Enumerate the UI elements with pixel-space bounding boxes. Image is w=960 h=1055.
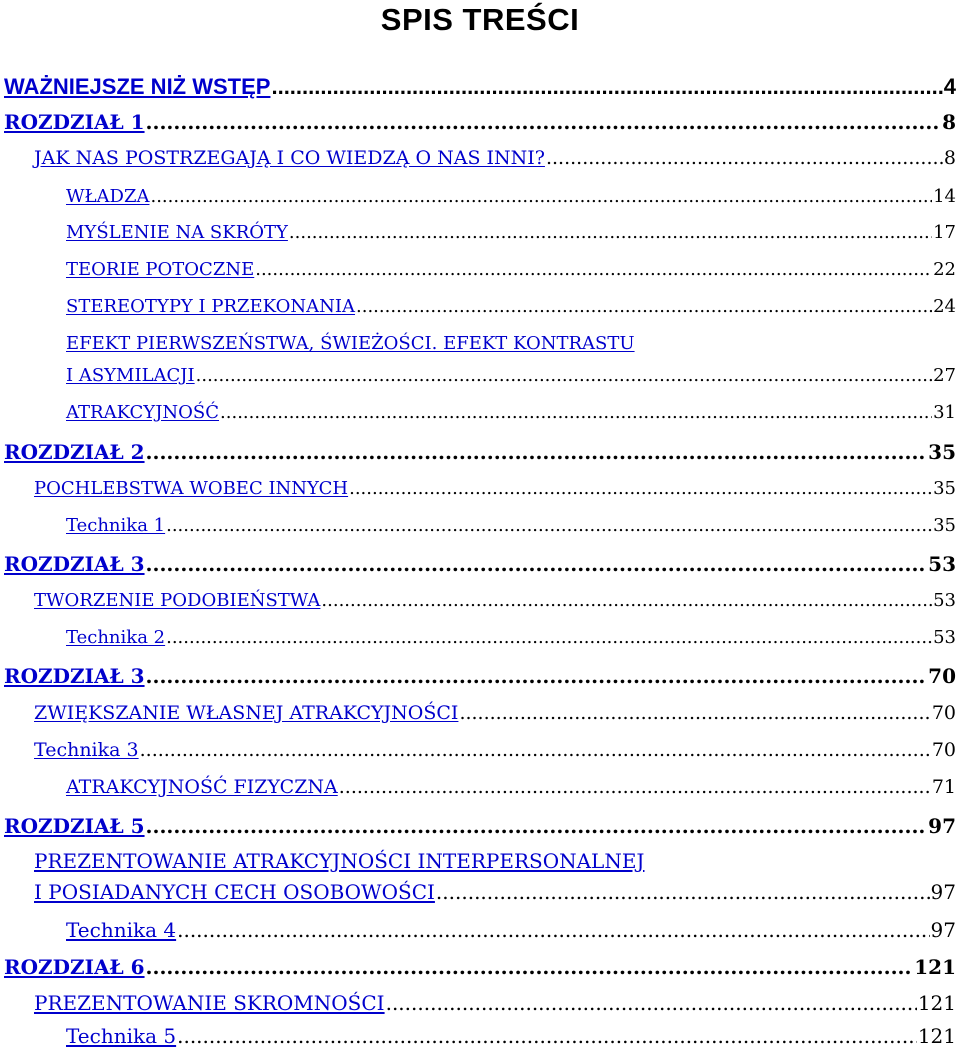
toc-entry-page: 71 [931, 776, 956, 798]
toc-entry[interactable] [66, 627, 956, 648]
toc-entry-page: 8 [943, 147, 956, 169]
toc-entry[interactable] [4, 955, 956, 979]
toc-entry-page: 97 [930, 918, 956, 942]
toc-entry[interactable] [34, 739, 956, 761]
toc-entry-title[interactable]: POCHLEBSTWA WOBEC INNYCH [34, 478, 349, 499]
toc-entry-page: 4 [943, 74, 956, 99]
leader-dots [349, 478, 932, 499]
toc-entry[interactable] [66, 515, 956, 536]
toc-entry-page: 97 [930, 880, 956, 904]
toc-entry[interactable] [66, 222, 956, 243]
toc-entry-page: 27 [933, 365, 956, 386]
toc-entry-title[interactable]: ROZDZIAŁ 5 [4, 814, 145, 838]
leader-dots [339, 776, 931, 798]
leader-dots [177, 918, 929, 942]
toc-entry[interactable] [34, 880, 956, 904]
toc-entry[interactable] [66, 918, 956, 942]
toc-entry-title[interactable]: ROZDZIAŁ 2 [4, 440, 145, 464]
toc-entry-title[interactable]: Technika 1 [66, 515, 166, 536]
toc-entry-title[interactable]: STEREOTYPY I PRZEKONANIA [66, 296, 356, 317]
toc-entry-page: 35 [933, 478, 956, 499]
leader-dots [220, 402, 932, 423]
toc-entry[interactable] [66, 776, 956, 798]
toc-entry-page: 17 [933, 222, 956, 243]
toc-entry[interactable] [34, 478, 956, 499]
toc-entry-page: 53 [928, 552, 956, 576]
toc-entry[interactable] [34, 991, 956, 1015]
leader-dots [177, 1024, 917, 1048]
toc-entry-title[interactable]: ATRAKCYJNOŚĆ FIZYCZNA [66, 776, 338, 798]
toc-entry[interactable] [66, 365, 956, 386]
toc-entry[interactable] [66, 259, 956, 280]
toc-entry-title[interactable]: ROZDZIAŁ 1 [4, 110, 145, 134]
toc-entry-title[interactable]: PREZENTOWANIE SKROMNOŚCI [34, 991, 385, 1015]
toc-entry-title[interactable]: Technika 5 [66, 1024, 177, 1048]
toc-entry-title[interactable]: ZWIĘKSZANIE WŁASNEJ ATRAKCYJNOŚCI [34, 702, 459, 724]
toc-entry-page: 35 [933, 515, 956, 536]
leader-dots [150, 186, 932, 207]
toc-entry-page: 22 [933, 259, 956, 280]
toc-entry[interactable] [66, 402, 956, 423]
toc-entry-title-line1[interactable]: PREZENTOWANIE ATRAKCYJNOŚCI INTERPERSONALNEJ [34, 849, 645, 873]
leader-dots [321, 590, 932, 611]
leader-dots [271, 74, 942, 100]
toc-entry-title[interactable]: WŁADZA [66, 186, 150, 207]
toc-entry-title[interactable]: WAŻNIEJSZE NIŻ WSTĘP [4, 74, 271, 99]
leader-dots [146, 552, 928, 576]
toc-entry[interactable] [4, 74, 956, 100]
toc-entry[interactable] [4, 814, 956, 838]
toc-entry-title[interactable]: I ASYMILACJI [66, 365, 195, 386]
toc-entry-title[interactable]: MYŚLENIE NA SKRÓTY [66, 222, 288, 243]
toc-entry-title[interactable]: JAK NAS POSTRZEGAJĄ I CO WIEDZĄ O NAS INNI? [34, 147, 545, 169]
toc-entry[interactable] [66, 296, 956, 317]
toc-entry-title[interactable]: ROZDZIAŁ 3 [4, 664, 145, 688]
leader-dots [140, 739, 931, 761]
toc-entry-page: 53 [933, 627, 956, 648]
leader-dots [436, 880, 930, 904]
toc-entry-page: 14 [933, 186, 956, 207]
toc-entry-page: 70 [928, 664, 956, 688]
toc-entry[interactable] [4, 440, 956, 464]
toc-entry-page: 53 [933, 590, 956, 611]
leader-dots [386, 991, 917, 1015]
page-title: SPIS TREŚCI [380, 2, 580, 37]
leader-dots [356, 296, 932, 317]
toc-entry-page: 70 [931, 702, 956, 724]
toc-entry-title[interactable]: TWORZENIE PODOBIEŃSTWA [34, 590, 321, 611]
leader-dots [546, 147, 943, 169]
toc-entry-title[interactable]: Technika 3 [34, 739, 139, 761]
toc-entry-page: 121 [917, 991, 956, 1015]
toc-entry-title[interactable]: ATRAKCYJNOŚĆ [66, 402, 220, 423]
leader-dots [166, 627, 932, 648]
toc-entry[interactable] [34, 147, 956, 169]
leader-dots [459, 702, 930, 724]
toc-entry-title[interactable]: ROZDZIAŁ 3 [4, 552, 145, 576]
toc-entry-title-line1[interactable]: EFEKT PIERWSZEŃSTWA, ŚWIEŻOŚCI. EFEKT KONTRASTU [66, 333, 635, 354]
leader-dots [255, 259, 932, 280]
toc-entry[interactable] [34, 590, 956, 611]
toc-entry-page: 31 [933, 402, 956, 423]
leader-dots [146, 110, 942, 134]
toc-entry-page: 121 [914, 955, 956, 979]
leader-dots [196, 365, 932, 386]
toc-entry-title[interactable]: Technika 4 [66, 918, 177, 942]
leader-dots [146, 440, 928, 464]
toc-entry-title[interactable]: I POSIADANYCH CECH OSOBOWOŚCI [34, 880, 435, 904]
leader-dots [146, 955, 914, 979]
toc-entry-page: 35 [928, 440, 956, 464]
toc-entry-page: 24 [933, 296, 956, 317]
toc-entry-page: 8 [942, 110, 956, 134]
toc-entry[interactable] [66, 186, 956, 207]
toc-entry[interactable] [4, 664, 956, 688]
toc-entry[interactable] [4, 552, 956, 576]
leader-dots [289, 222, 932, 243]
toc-entry-page: 97 [928, 814, 956, 838]
toc-entry-title[interactable]: TEORIE POTOCZNE [66, 259, 255, 280]
toc-entry[interactable] [66, 1024, 956, 1048]
toc-entry-page: 121 [917, 1024, 956, 1048]
toc-entry-title[interactable]: ROZDZIAŁ 6 [4, 955, 145, 979]
toc-entry[interactable] [34, 702, 956, 724]
leader-dots [146, 814, 928, 838]
toc-entry-page: 70 [931, 739, 956, 761]
leader-dots [166, 515, 932, 536]
leader-dots [146, 664, 928, 688]
toc-entry-title[interactable]: Technika 2 [66, 627, 166, 648]
toc-entry[interactable] [4, 110, 956, 134]
